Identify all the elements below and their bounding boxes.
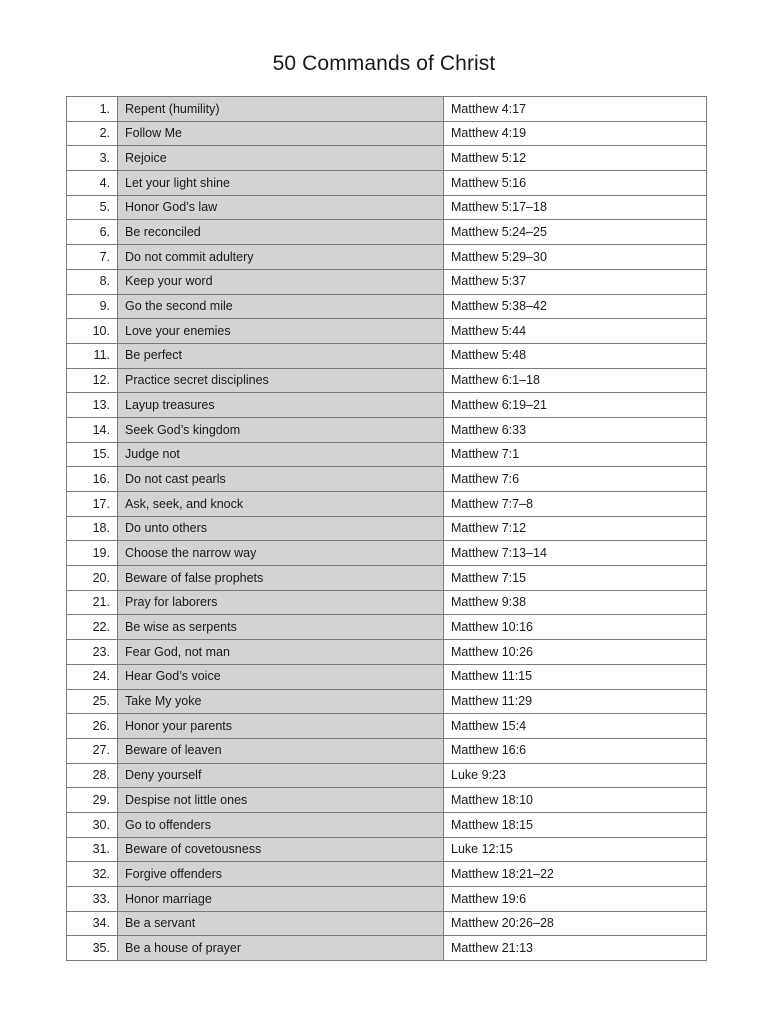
row-number: 16.: [67, 467, 118, 492]
scripture-reference: Matthew 10:26: [444, 640, 707, 665]
table-row: [67, 590, 707, 615]
scripture-reference: Matthew 5:12: [444, 146, 707, 171]
row-number: 28.: [67, 763, 118, 788]
table-row: [67, 763, 707, 788]
scripture-reference: Matthew 7:15: [444, 566, 707, 591]
command-text: Repent (humility): [118, 97, 444, 122]
scripture-reference: Matthew 20:26–28: [444, 911, 707, 936]
scripture-reference: Matthew 6:19–21: [444, 393, 707, 418]
table-row: [67, 566, 707, 591]
command-text: Beware of false prophets: [118, 566, 444, 591]
table-row: [67, 541, 707, 566]
table-row: [67, 417, 707, 442]
command-text: Be a servant: [118, 911, 444, 936]
table-row: [67, 97, 707, 122]
scripture-reference: Matthew 10:16: [444, 615, 707, 640]
table-row: [67, 195, 707, 220]
row-number: 1.: [67, 97, 118, 122]
scripture-reference: Matthew 6:1–18: [444, 368, 707, 393]
command-text: Honor marriage: [118, 887, 444, 912]
scripture-reference: Matthew 7:13–14: [444, 541, 707, 566]
table-row: [67, 319, 707, 344]
table-row: [67, 936, 707, 961]
row-number: 9.: [67, 294, 118, 319]
command-text: Rejoice: [118, 146, 444, 171]
table-row: [67, 788, 707, 813]
command-text: Despise not little ones: [118, 788, 444, 813]
command-text: Honor your parents: [118, 714, 444, 739]
command-text: Judge not: [118, 442, 444, 467]
command-text: Love your enemies: [118, 319, 444, 344]
commands-table-body: [67, 97, 707, 961]
command-text: Pray for laborers: [118, 590, 444, 615]
table-row: [67, 689, 707, 714]
command-text: Be perfect: [118, 343, 444, 368]
scripture-reference: Matthew 9:38: [444, 590, 707, 615]
command-text: Beware of covetousness: [118, 837, 444, 862]
row-number: 35.: [67, 936, 118, 961]
command-text: Fear God, not man: [118, 640, 444, 665]
table-row: [67, 442, 707, 467]
row-number: 14.: [67, 417, 118, 442]
command-text: Beware of leaven: [118, 738, 444, 763]
command-text: Take My yoke: [118, 689, 444, 714]
table-row: [67, 738, 707, 763]
row-number: 15.: [67, 442, 118, 467]
scripture-reference: Matthew 5:44: [444, 319, 707, 344]
command-text: Do not commit adultery: [118, 245, 444, 270]
scripture-reference: Matthew 6:33: [444, 417, 707, 442]
scripture-reference: Matthew 4:19: [444, 121, 707, 146]
scripture-reference: Matthew 5:48: [444, 343, 707, 368]
row-number: 29.: [67, 788, 118, 813]
row-number: 22.: [67, 615, 118, 640]
command-text: Be wise as serpents: [118, 615, 444, 640]
command-text: Be a house of prayer: [118, 936, 444, 961]
scripture-reference: Luke 9:23: [444, 763, 707, 788]
scripture-reference: Matthew 18:21–22: [444, 862, 707, 887]
scripture-reference: Matthew 7:6: [444, 467, 707, 492]
scripture-reference: Matthew 5:24–25: [444, 220, 707, 245]
table-row: [67, 171, 707, 196]
command-text: Forgive offenders: [118, 862, 444, 887]
command-text: Seek God’s kingdom: [118, 417, 444, 442]
row-number: 31.: [67, 837, 118, 862]
row-number: 8.: [67, 269, 118, 294]
table-row: [67, 615, 707, 640]
command-text: Keep your word: [118, 269, 444, 294]
command-text: Layup treasures: [118, 393, 444, 418]
table-row: [67, 393, 707, 418]
scripture-reference: Matthew 18:10: [444, 788, 707, 813]
command-text: Hear God’s voice: [118, 664, 444, 689]
row-number: 25.: [67, 689, 118, 714]
table-row: [67, 146, 707, 171]
scripture-reference: Luke 12:15: [444, 837, 707, 862]
table-row: [67, 294, 707, 319]
scripture-reference: Matthew 19:6: [444, 887, 707, 912]
row-number: 17.: [67, 492, 118, 517]
table-row: [67, 714, 707, 739]
table-row: [67, 220, 707, 245]
scripture-reference: Matthew 11:15: [444, 664, 707, 689]
row-number: 27.: [67, 738, 118, 763]
row-number: 34.: [67, 911, 118, 936]
scripture-reference: Matthew 11:29: [444, 689, 707, 714]
table-row: [67, 245, 707, 270]
row-number: 24.: [67, 664, 118, 689]
scripture-reference: Matthew 4:17: [444, 97, 707, 122]
command-text: Go to offenders: [118, 812, 444, 837]
table-row: [67, 837, 707, 862]
table-row: [67, 887, 707, 912]
scripture-reference: Matthew 7:1: [444, 442, 707, 467]
row-number: 30.: [67, 812, 118, 837]
command-text: Honor God’s law: [118, 195, 444, 220]
table-row: [67, 640, 707, 665]
table-row: [67, 664, 707, 689]
command-text: Be reconciled: [118, 220, 444, 245]
scripture-reference: Matthew 5:29–30: [444, 245, 707, 270]
scripture-reference: Matthew 18:15: [444, 812, 707, 837]
command-text: Ask, seek, and knock: [118, 492, 444, 517]
table-row: [67, 121, 707, 146]
table-row: [67, 911, 707, 936]
command-text: Let your light shine: [118, 171, 444, 196]
scripture-reference: Matthew 7:7–8: [444, 492, 707, 517]
scripture-reference: Matthew 5:38–42: [444, 294, 707, 319]
row-number: 3.: [67, 146, 118, 171]
table-row: [67, 467, 707, 492]
table-row: [67, 368, 707, 393]
row-number: 19.: [67, 541, 118, 566]
command-text: Deny yourself: [118, 763, 444, 788]
row-number: 11.: [67, 343, 118, 368]
scripture-reference: Matthew 5:37: [444, 269, 707, 294]
row-number: 21.: [67, 590, 118, 615]
table-row: [67, 862, 707, 887]
command-text: Go the second mile: [118, 294, 444, 319]
scripture-reference: Matthew 15:4: [444, 714, 707, 739]
table-row: [67, 516, 707, 541]
scripture-reference: Matthew 5:16: [444, 171, 707, 196]
table-row: [67, 269, 707, 294]
command-text: Practice secret disciplines: [118, 368, 444, 393]
scripture-reference: Matthew 21:13: [444, 936, 707, 961]
row-number: 4.: [67, 171, 118, 196]
table-row: [67, 492, 707, 517]
command-text: Follow Me: [118, 121, 444, 146]
row-number: 7.: [67, 245, 118, 270]
row-number: 26.: [67, 714, 118, 739]
row-number: 2.: [67, 121, 118, 146]
scripture-reference: Matthew 7:12: [444, 516, 707, 541]
row-number: 20.: [67, 566, 118, 591]
command-text: Choose the narrow way: [118, 541, 444, 566]
scripture-reference: Matthew 16:6: [444, 738, 707, 763]
row-number: 18.: [67, 516, 118, 541]
page-title: 50 Commands of Christ: [272, 52, 496, 75]
row-number: 12.: [67, 368, 118, 393]
row-number: 32.: [67, 862, 118, 887]
row-number: 23.: [67, 640, 118, 665]
command-text: Do not cast pearls: [118, 467, 444, 492]
row-number: 10.: [67, 319, 118, 344]
table-row: [67, 812, 707, 837]
scripture-reference: Matthew 5:17–18: [444, 195, 707, 220]
table-row: [67, 343, 707, 368]
row-number: 5.: [67, 195, 118, 220]
row-number: 33.: [67, 887, 118, 912]
row-number: 6.: [67, 220, 118, 245]
command-text: Do unto others: [118, 516, 444, 541]
row-number: 13.: [67, 393, 118, 418]
commands-table: [66, 96, 707, 961]
